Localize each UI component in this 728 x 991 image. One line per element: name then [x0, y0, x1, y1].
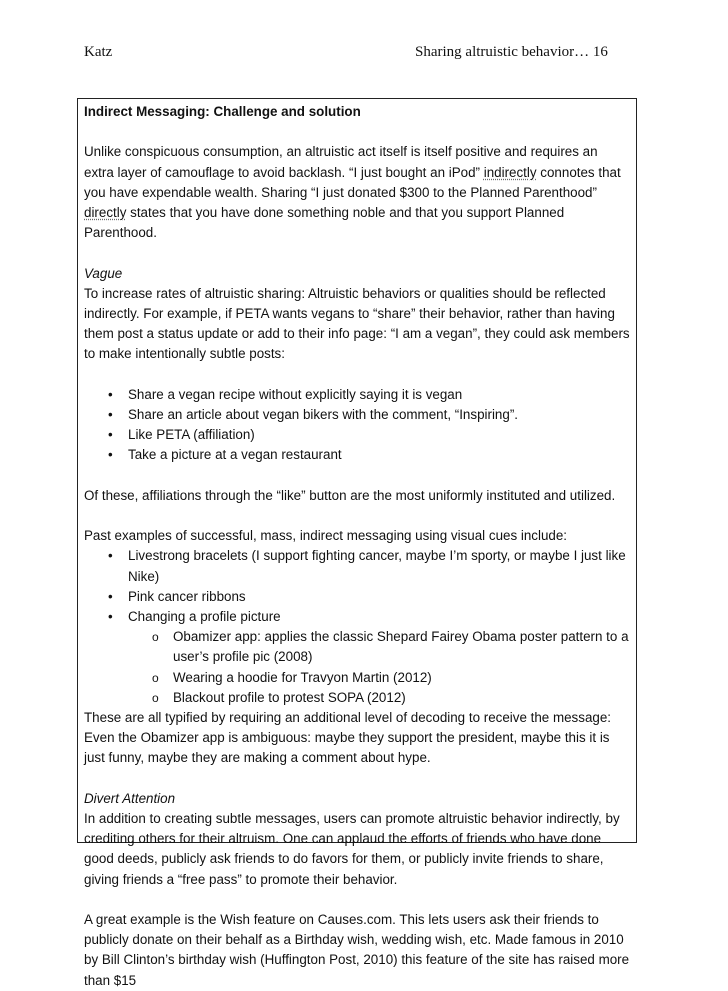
list-item: o Blackout profile to protest SOPA (2012) — [84, 688, 630, 708]
header-author: Katz — [84, 44, 113, 60]
profile-picture-sublist — [84, 627, 630, 708]
list-item: • Share an article about vegan bikers with the comment, “Inspiring”. — [84, 405, 630, 425]
past-examples-list — [84, 546, 630, 627]
divert-paragraph: In addition to creating subtle messages, users can promote altruistic behavior indirectly, by crediting others for their altruism. One can applaud the efforts of friends who have done good deeds, publicly ask friends to do favors for them, or publicly invite friends to share, giving friends a “free pass” to promote their behavior. — [84, 811, 620, 887]
intro-part2: connotes that you have expendable wealth. Sharing “I just donated $300 to the Planned Parenthood” — [84, 164, 621, 200]
obamizer-paragraph: Even the Obamizer app is ambiguous: maybe they support the president, maybe this it is just funny, maybe they are making a comment about hype. — [84, 730, 610, 766]
header-running-title: Sharing altruistic behavior… 16 — [415, 44, 608, 60]
vegan-post-list — [84, 385, 630, 466]
affiliations-paragraph: Of these, affiliations through the “like” button are the most uniformly instituted and utilized. — [84, 487, 616, 503]
causes-example-paragraph: A great example is the Wish feature on Causes.com. This lets users ask their friends to publicly donate on their behalf as a Birthday wish, wedding wish, etc. Made famous in 2010 by Bill Clinton’s birthday wish (Huffington Post, 2010) this feature of the site has raised more than $15 — [84, 912, 630, 988]
list-item: • Changing a profile picture — [84, 607, 630, 627]
past-examples-intro: Past examples of successful, mass, indirect messaging using visual cues include: — [84, 528, 568, 544]
typified-paragraph: These are all typified by requiring an additional level of decoding to receive the message: — [84, 710, 612, 726]
list-item: • Share a vegan recipe without explicitly saying it is vegan — [84, 385, 630, 405]
list-item: • Livestrong bracelets (I support fighting cancer, maybe I’m sporty, or maybe I just like Nike) — [84, 546, 630, 586]
vague-paragraph: To increase rates of altruistic sharing: Altruistic behaviors or qualities should be reflected indirectly. For example, if PETA wants vegans to “share” their behavior, rather than having them post a status update or add to their info page: “I am a vegan”, they could ask members to make intentionally subtle posts: — [84, 285, 630, 362]
divert-heading: Divert Attention — [84, 790, 176, 806]
vague-heading: Vague — [84, 265, 123, 281]
intro-part1: Unlike conspicuous consumption, an altruistic act itself is itself positive and requires an extra layer of camouflage to avoid backlash. “I just bought an iPod” — [84, 144, 598, 180]
section-heading: Indirect Messaging: Challenge and solution — [84, 104, 361, 119]
intro-part3: states that you have done something noble and that you support Planned Parenthood. — [84, 205, 565, 241]
list-item: o Wearing a hoodie for Travyon Martin (2012) — [84, 668, 630, 688]
text-box — [77, 98, 637, 988]
list-item: • Take a picture at a vegan restaurant — [84, 445, 630, 465]
word-indirectly: indirectly — [483, 164, 537, 180]
list-item: • Like PETA (affiliation) — [84, 425, 630, 445]
intro-paragraph — [84, 142, 630, 243]
word-directly: directly — [84, 205, 127, 220]
list-item: o Obamizer app: applies the classic Shepard Fairey Obama poster pattern to a user’s profile pic (2008) — [84, 627, 630, 667]
list-item: • Pink cancer ribbons — [84, 587, 630, 607]
